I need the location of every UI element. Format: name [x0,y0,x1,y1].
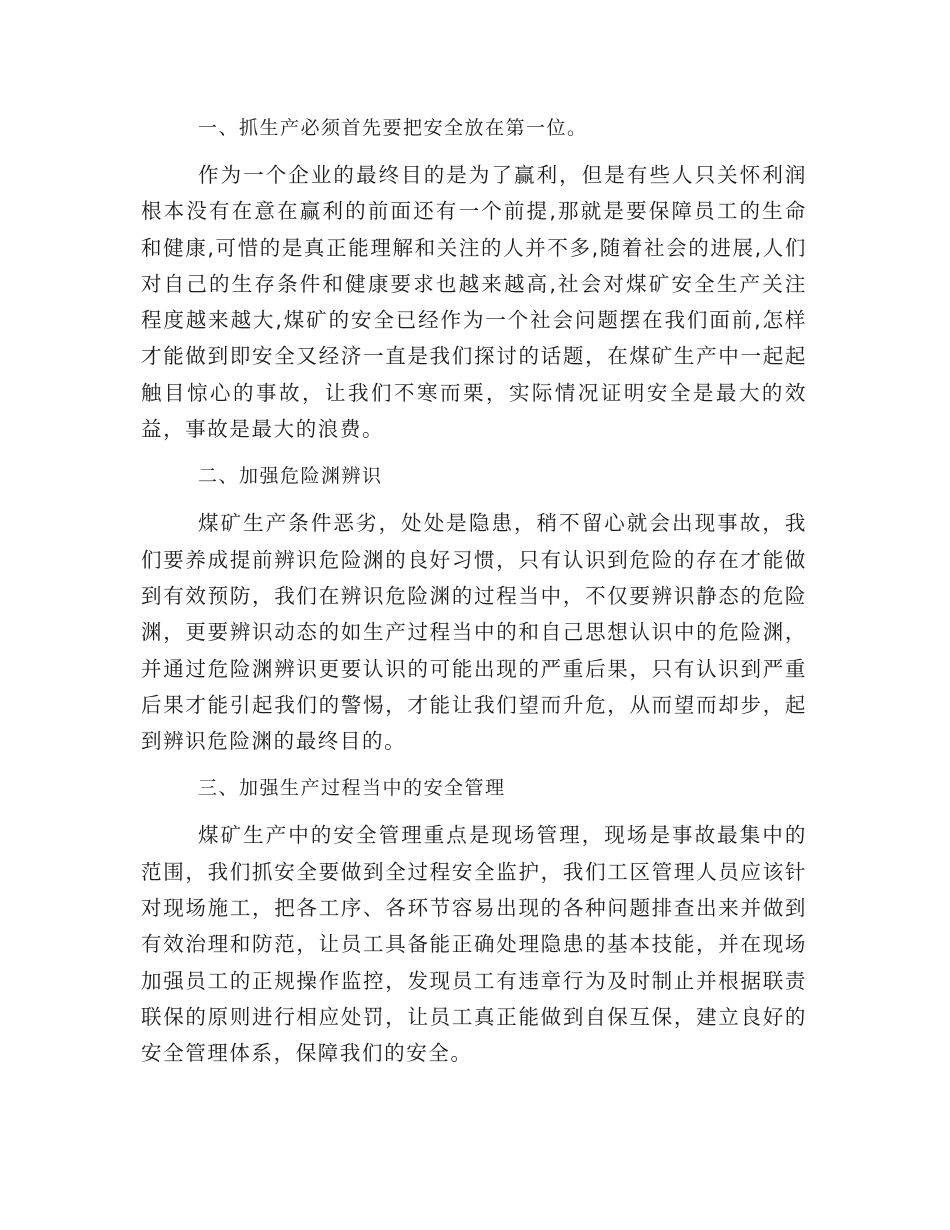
section-paragraph-1: 作为一个企业的最终目的是为了赢利，但是有些人只关怀利润根本没有在意在赢利的前面还有一个前提,那就是要保障员工的生命和健康,可惜的是真正能理解和关注的人并不多,随着社会的进展,人们对自己的生存条件和健康要求也越来越高,社会对煤矿安全生产关注程度越来越大,煤矿的安全已经作为一个社会问题摆在我们面前,怎样才能做到即安全又经济一直是我们探讨的话题，在煤矿生产中一起起触目惊心的事故，让我们不寒而栗，实际情况证明安全是最大的效益，事故是最大的浪费。 [141,163,807,442]
document-body [141,110,807,1072]
section-heading-2: 二、加强危险渊辨识 [198,465,383,488]
section-heading-1: 一、抓生产必须首先要把安全放在第一位。 [198,117,588,139]
section-heading-3: 三、加强生产过程当中的安全管理 [198,777,506,800]
section-paragraph-3: 煤矿生产中的安全管理重点是现场管理，现场是事故最集中的范围，我们抓安全要做到全过程安全监护，我们工区管理人员应该针对现场施工，把各工序、各环节容易出现的各种问题排查出来并做到有效治理和防范，让员工具备能正确处理隐患的基本技能，并在现场加强员工的正规操作监控，发现员工有违章行为及时制止并根据联责联保的原则进行相应处罚，让员工真正能做到自保互保，建立良好的安全管理体系，保障我们的安全。 [141,823,807,1066]
section-paragraph-2: 煤矿生产条件恶劣，处处是隐患，稍不留心就会出现事故，我们要养成提前辨识危险渊的良好习惯，只有认识到危险的存在才能做到有效预防，我们在辨识危险渊的过程当中，不仅要辨识静态的危险渊，更要辨识动态的如生产过程当中的和自己思想认识中的危险渊，并通过危险渊辨识更要认识的可能出现的严重后果，只有认识到严重后果才能引起我们的警惕，才能让我们望而升危，从而望而却步，起到辨识危险渊的最终目的。 [141,511,807,754]
